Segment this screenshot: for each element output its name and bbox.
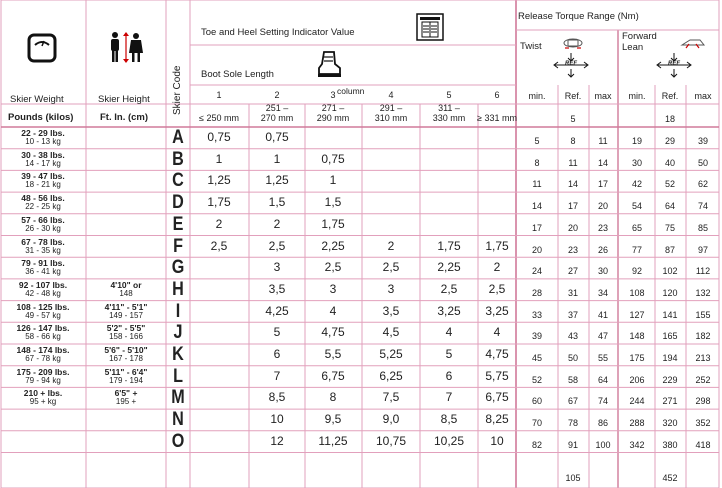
skier-weight-lbs: 79 - 91 lbs. <box>21 258 65 269</box>
skier-code-letter: A <box>172 127 184 148</box>
skier-weight-kg: 14 - 17 kg <box>25 158 61 168</box>
forward-lean-torque-value: 155 <box>695 309 711 320</box>
forward-lean-torque-value: 62 <box>697 179 709 190</box>
setting-value: 3 <box>387 281 395 296</box>
column-number: 6 <box>494 90 500 100</box>
forward-ref-arrow-icon <box>656 52 692 78</box>
skier-weight-lbs: 57 - 66 lbs. <box>21 214 65 225</box>
skier-weight-kg: 58 - 66 kg <box>25 332 61 342</box>
skier-height-cm: 158 - 166 <box>109 332 143 342</box>
skier-weight-kg: 36 - 41 kg <box>25 267 61 277</box>
forward-ref-bottom: 452 <box>662 473 678 483</box>
setting-value: 2,5 <box>440 281 458 296</box>
forward-lean-torque-value: 42 <box>631 179 643 190</box>
setting-value: 4,75 <box>321 325 345 340</box>
twist-torque-value: 20 <box>597 201 609 212</box>
skier-height-ft: 4'11" - 5'1" <box>104 301 148 312</box>
forward-lean-torque-value: 50 <box>697 157 709 168</box>
forward-lean-torque-value: 342 <box>629 439 645 450</box>
twist-torque-value: 67 <box>567 396 579 407</box>
setting-value: 2,25 <box>321 238 345 253</box>
forward-lean-torque-value: 97 <box>697 244 709 255</box>
skier-height-ft: 6'5" + <box>114 388 138 399</box>
twist-torque-value: 14 <box>567 179 579 190</box>
forward-lean-torque-value: 380 <box>662 439 678 450</box>
forward-lean-torque-value: 298 <box>695 396 711 407</box>
setting-value: 5,5 <box>324 347 342 361</box>
skier-weight-lbs: 67 - 78 lbs. <box>21 236 65 247</box>
setting-value: 5,25 <box>379 347 403 361</box>
twist-torque-value: 31 <box>567 287 579 298</box>
twist-torque-value: 45 <box>531 353 543 363</box>
forward-lean-torque-value: 87 <box>664 244 676 255</box>
header-pounds-kilos: Pounds (kilos) <box>8 112 74 123</box>
twist-torque-value: 100 <box>595 439 611 450</box>
setting-value: 2,5 <box>382 260 400 275</box>
column-number: 4 <box>388 90 394 100</box>
sole-length-range: 271 – <box>321 103 345 113</box>
twist-binding-icon <box>562 36 584 52</box>
setting-value: 4 <box>445 325 453 340</box>
twist-torque-value: 37 <box>567 309 579 320</box>
forward-lean-torque-value: 244 <box>629 396 645 407</box>
setting-value: 10,25 <box>433 433 465 448</box>
setting-value: 11,25 <box>318 433 348 448</box>
twist-torque-value: 50 <box>567 353 579 363</box>
ski-boot-icon <box>316 50 342 78</box>
column-number: 1 <box>216 90 222 100</box>
setting-value: 0,75 <box>265 130 289 144</box>
forward-lean-torque-value: 352 <box>695 418 711 429</box>
skier-weight-lbs: 126 - 147 lbs. <box>16 323 70 334</box>
twist-torque-value: 55 <box>597 353 609 363</box>
twist-torque-value: 17 <box>567 201 579 212</box>
twist-torque-value: 74 <box>597 396 609 407</box>
twist-torque-value: 33 <box>531 309 543 320</box>
setting-value: 3 <box>329 281 337 296</box>
setting-value: 2 <box>215 216 223 231</box>
twist-torque-value: 47 <box>597 331 609 342</box>
skier-weight-kg: 79 - 94 kg <box>25 375 61 385</box>
skier-weight-lbs: 48 - 56 lbs. <box>21 193 65 204</box>
setting-value: 12 <box>270 433 284 448</box>
forward-lean-torque-value: 65 <box>631 222 643 233</box>
forward-lean-torque-value: 108 <box>629 287 645 298</box>
forward-lean-torque-value: 182 <box>695 331 711 342</box>
twist-torque-value: 43 <box>567 331 579 342</box>
skier-code-letter: D <box>172 192 184 214</box>
setting-value: 4,5 <box>382 325 400 340</box>
skier-weight-kg: 22 - 25 kg <box>25 202 61 212</box>
setting-value: 6 <box>273 347 281 361</box>
twist-torque-value: 23 <box>597 222 609 233</box>
skier-weight-kg: 67 - 78 kg <box>25 354 61 363</box>
forward-lean-binding-icon <box>680 36 706 50</box>
sole-length-range: ≥ 331 mm <box>477 113 517 123</box>
skier-code-letter: J <box>173 322 183 344</box>
setting-value: 1 <box>329 173 337 188</box>
forward-lean-torque-value: 206 <box>629 374 645 385</box>
forward-lean-torque-value: 288 <box>629 418 645 429</box>
setting-value: 6,25 <box>379 368 403 383</box>
skier-code-letter: N <box>172 409 184 431</box>
forward-lean-torque-value: 320 <box>662 418 678 429</box>
header-boot-sole-length: Boot Sole Length <box>201 69 274 80</box>
setting-value: 3,5 <box>382 303 400 318</box>
forward-lean-torque-value: 132 <box>695 287 711 298</box>
column-number: 3 <box>330 90 336 100</box>
sole-length-range: 291 – <box>379 103 403 113</box>
header-forward: Forward <box>622 31 657 42</box>
skier-code-letter: E <box>172 213 184 235</box>
setting-value: 7 <box>273 368 281 383</box>
skier-weight-lbs: 175 - 209 lbs. <box>16 366 70 377</box>
forward-lean-torque-value: 92 <box>631 266 643 277</box>
twist-torque-value: 14 <box>531 201 543 212</box>
twist-torque-value: 78 <box>567 418 579 429</box>
setting-value: 2,5 <box>488 281 506 296</box>
twist-torque-value: 39 <box>531 331 543 342</box>
forward-lean-torque-value: 194 <box>662 353 678 363</box>
skier-weight-lbs: 92 - 107 lbs. <box>18 279 68 290</box>
skier-height-ft: 5'11" - 6'4" <box>104 366 148 377</box>
skier-code-letter: C <box>172 170 184 192</box>
twist-torque-value: 58 <box>567 374 579 385</box>
twist-torque-value: 8 <box>534 157 540 168</box>
header-release-torque: Release Torque Range (Nm) <box>518 11 639 22</box>
setting-value: 7 <box>445 390 453 405</box>
forward-lean-torque-value: 29 <box>664 136 676 146</box>
skier-height-cm: 195 + <box>115 397 137 407</box>
skier-code-letter: M <box>171 387 185 409</box>
setting-value: 5 <box>273 325 281 340</box>
forward-lean-torque-value: 127 <box>629 309 645 320</box>
twist-torque-value: 82 <box>531 439 543 450</box>
forward-lean-torque-value: 77 <box>631 244 643 255</box>
setting-value: 2,5 <box>210 238 228 253</box>
setting-value: 3 <box>273 260 281 275</box>
forward-lean-torque-value: 175 <box>629 353 645 363</box>
twist-ref-arrow-icon <box>553 52 589 78</box>
twist-torque-value: 70 <box>531 418 543 429</box>
setting-value: 10 <box>270 412 284 427</box>
forward-lean-torque-value: 39 <box>697 136 709 146</box>
setting-value: 5 <box>445 347 453 361</box>
forward-lean-torque-value: 75 <box>664 222 676 233</box>
twist-torque-value: 30 <box>597 266 609 277</box>
skier-weight-lbs: 22 - 29 lbs. <box>21 128 65 138</box>
setting-value: 1,75 <box>321 216 345 231</box>
column-number: 5 <box>446 90 452 100</box>
setting-value: 6 <box>445 368 453 383</box>
forward-lean-torque-value: 141 <box>662 309 678 320</box>
skier-weight-kg: 18 - 21 kg <box>25 180 61 190</box>
setting-value: 2,25 <box>437 260 461 275</box>
setting-value: 2 <box>387 238 395 253</box>
forward-lean-torque-value: 213 <box>695 353 711 363</box>
setting-value: 1,25 <box>265 173 289 188</box>
skier-height-ft: 5'2" - 5'5" <box>106 323 146 334</box>
skier-height-cm: 149 - 157 <box>109 310 143 320</box>
torque-column-label: min. <box>628 91 646 101</box>
indicator-window-icon <box>416 13 444 41</box>
sole-length-range: 311 – <box>438 103 460 113</box>
skier-height-cm: 179 - 194 <box>109 375 143 385</box>
twist-torque-value: 11 <box>598 136 608 146</box>
forward-lean-torque-value: 148 <box>629 331 645 342</box>
twist-torque-value: 26 <box>597 244 609 255</box>
twist-torque-value: 17 <box>597 179 609 190</box>
forward-lean-torque-value: 40 <box>664 157 676 168</box>
skier-weight-lbs: 210 + lbs. <box>23 388 63 399</box>
skier-height-ft: 5'6" - 5'10" <box>104 345 148 355</box>
setting-value: 8,5 <box>268 390 286 405</box>
forward-lean-torque-value: 85 <box>697 222 709 233</box>
forward-lean-torque-value: 30 <box>631 157 643 168</box>
header-skier-code: Skier Code <box>172 65 183 115</box>
setting-value: 2 <box>493 260 501 275</box>
twist-torque-value: 20 <box>567 222 579 233</box>
forward-lean-torque-value: 102 <box>662 266 678 277</box>
setting-value: 0,75 <box>207 130 231 144</box>
setting-value: 6,75 <box>321 368 345 383</box>
skier-code-letter: K <box>172 344 184 365</box>
setting-value: 1 <box>215 151 223 166</box>
setting-value: 9,5 <box>324 412 342 427</box>
setting-value: 8,5 <box>440 412 458 427</box>
twist-torque-value: 24 <box>531 266 543 277</box>
setting-value: 3,25 <box>485 303 509 318</box>
sole-length-range: 330 mm <box>432 113 466 123</box>
setting-value: 6,75 <box>485 390 509 405</box>
setting-value: 1,25 <box>207 173 231 188</box>
torque-column-label: max <box>594 91 612 101</box>
setting-value: 3,5 <box>268 281 286 296</box>
skier-code-letter: I <box>175 300 181 322</box>
forward-lean-torque-value: 54 <box>631 201 643 212</box>
header-skier-height: Skier Height <box>98 94 150 105</box>
skier-weight-lbs: 30 - 38 lbs. <box>21 149 65 160</box>
twist-torque-value: 23 <box>567 244 579 255</box>
skier-height-ft: 4'10" or <box>110 279 142 290</box>
skier-height-cm: 167 - 178 <box>109 354 143 363</box>
twist-torque-value: 11 <box>568 157 578 168</box>
twist-ref-bottom: 105 <box>565 473 581 483</box>
twist-torque-value: 5 <box>534 136 540 146</box>
twist-torque-value: 11 <box>532 179 542 190</box>
setting-value: 1,5 <box>324 195 342 210</box>
forward-lean-torque-value: 52 <box>664 179 676 190</box>
setting-value: 1,5 <box>268 195 286 210</box>
setting-value: 1,75 <box>485 238 509 253</box>
twist-torque-value: 28 <box>531 287 543 298</box>
sole-length-range: 310 mm <box>374 113 408 123</box>
setting-value: 10 <box>490 433 504 448</box>
setting-value: 2,5 <box>268 238 286 253</box>
header-skier-weight: Skier Weight <box>10 94 64 105</box>
forward-lean-torque-value: 74 <box>697 201 709 212</box>
skier-code-letter: F <box>173 235 183 257</box>
skier-code-letter: O <box>171 430 185 452</box>
skier-weight-kg: 42 - 48 kg <box>25 288 61 298</box>
column-number: 2 <box>274 90 280 100</box>
setting-value: 4 <box>329 303 337 318</box>
sole-length-range: 290 mm <box>316 113 350 123</box>
setting-value: 4,25 <box>265 303 289 318</box>
setting-value: 2 <box>273 216 281 231</box>
forward-lean-torque-value: 64 <box>664 201 676 212</box>
forward-lean-torque-value: 252 <box>695 374 711 385</box>
skier-weight-lbs: 39 - 47 lbs. <box>21 171 65 182</box>
header-column-label: column <box>337 86 365 96</box>
forward-lean-torque-value: 229 <box>662 374 678 385</box>
twist-torque-value: 52 <box>531 374 543 385</box>
twist-ref-top: 5 <box>570 114 576 124</box>
forward-lean-torque-value: 112 <box>695 266 711 277</box>
twist-torque-value: 86 <box>597 418 609 429</box>
header-lean: Lean <box>622 42 644 53</box>
skier-height-cm: 148 <box>119 288 133 298</box>
torque-column-label: Ref. <box>661 91 679 101</box>
twist-torque-value: 8 <box>570 136 576 146</box>
skier-code-letter: H <box>172 278 184 300</box>
forward-lean-torque-value: 120 <box>662 287 678 298</box>
skier-weight-kg: 95 + kg <box>29 397 57 407</box>
twist-torque-value: 41 <box>597 309 609 320</box>
skier-weight-lbs: 108 - 125 lbs. <box>16 301 70 312</box>
skier-weight-kg: 49 - 57 kg <box>25 310 61 320</box>
forward-ref-top: 18 <box>664 114 676 124</box>
forward-lean-torque-value: 418 <box>695 439 711 450</box>
header-indicator-title: Toe and Heel Setting Indicator Value <box>201 27 355 38</box>
setting-value: 1,75 <box>207 195 231 210</box>
twist-torque-value: 91 <box>567 439 579 450</box>
setting-value: 2,5 <box>324 260 342 275</box>
twist-torque-value: 17 <box>531 222 543 233</box>
forward-lean-torque-value: 19 <box>631 136 643 146</box>
setting-value: 8,25 <box>485 412 509 427</box>
setting-value: 0,75 <box>321 151 345 166</box>
twist-torque-value: 60 <box>531 396 543 407</box>
sole-length-range: ≤ 250 mm <box>199 113 239 123</box>
header-ft-in-cm: Ft. In. (cm) <box>100 112 149 123</box>
forward-lean-torque-value: 165 <box>662 331 678 342</box>
setting-value: 10,75 <box>375 433 407 448</box>
skier-code-letter: G <box>171 257 185 279</box>
torque-column-label: Ref. <box>564 91 582 101</box>
sole-length-range: 270 mm <box>260 113 294 123</box>
skier-weight-kg: 10 - 13 kg <box>25 137 61 146</box>
sole-length-range: 251 – <box>265 103 289 113</box>
people-height-icon <box>108 31 144 65</box>
setting-value: 3,25 <box>437 303 461 318</box>
setting-value: 1 <box>273 151 281 166</box>
setting-value: 4,75 <box>485 347 509 361</box>
forward-lean-torque-value: 271 <box>662 396 678 407</box>
skier-weight-lbs: 148 - 174 lbs. <box>16 345 70 355</box>
setting-value: 1,75 <box>437 238 461 253</box>
setting-value: 9,0 <box>382 412 400 427</box>
setting-value: 5,75 <box>485 368 509 383</box>
twist-torque-value: 14 <box>597 157 609 168</box>
twist-torque-value: 27 <box>567 266 579 277</box>
skier-weight-kg: 26 - 30 kg <box>25 223 61 233</box>
scale-icon <box>27 33 57 63</box>
twist-torque-value: 20 <box>531 244 543 255</box>
skier-code-letter: L <box>173 365 183 387</box>
twist-torque-value: 64 <box>597 374 609 385</box>
twist-ref-label: REF <box>565 61 577 67</box>
setting-value: 7,5 <box>382 390 400 405</box>
twist-torque-value: 34 <box>597 287 609 298</box>
setting-value: 8 <box>329 390 337 405</box>
forward-ref-label: REF <box>668 61 680 67</box>
torque-column-label: max <box>694 91 712 101</box>
skier-code-letter: B <box>172 148 184 170</box>
setting-value: 4 <box>493 325 501 340</box>
header-twist: Twist <box>520 41 542 52</box>
skier-weight-kg: 31 - 35 kg <box>25 245 61 255</box>
torque-column-label: min. <box>528 91 546 101</box>
